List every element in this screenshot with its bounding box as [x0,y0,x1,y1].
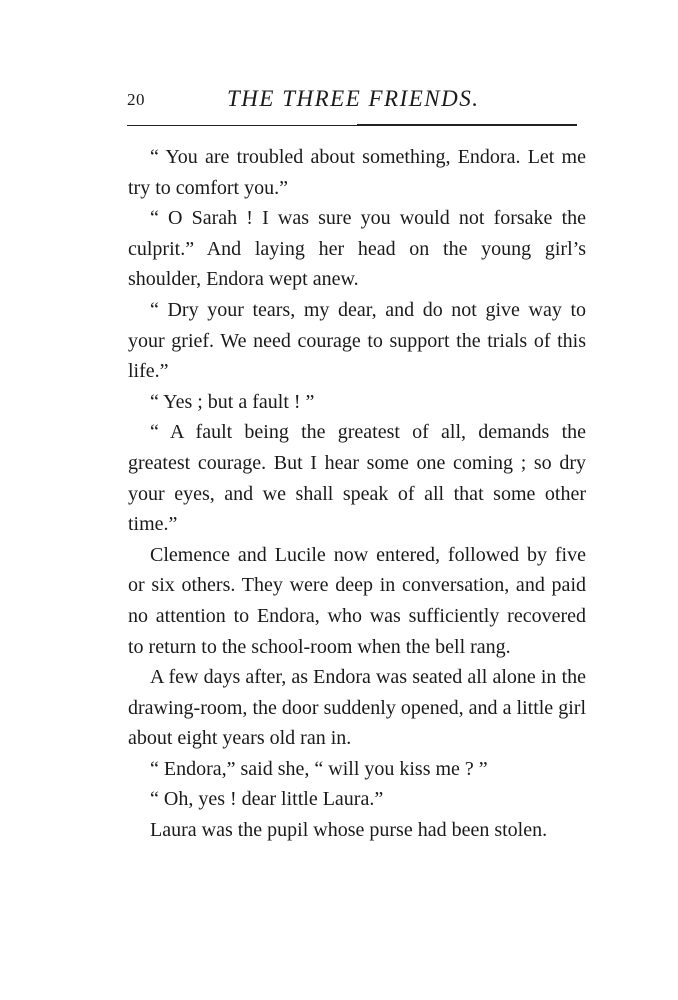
header-rule-bold [357,124,577,126]
paragraph: Clemence and Lucile now entered, followed by five or six others. They were deep in conversation, and paid no attention to Endora, who was sufficiently recovered to return to the school-room when the bell rang. [128,543,586,658]
running-title: THE THREE FRIENDS. [227,86,480,111]
paragraph: “ Oh, yes ! dear little Laura.” [150,788,384,811]
paragraph: “ Dry your tears, my dear, and do not give way to your grief. We need courage to support the trials of this life.” [128,298,586,383]
paragraph: “ A fault being the greatest of all, demands the greatest courage. But I hear some one coming ; so dry your eyes, and we shall speak of all that some other time.” [128,421,586,536]
body-text [128,142,586,846]
paragraph: “ Yes ; but a fault ! ” [150,390,315,413]
paragraph: A few days after, as Endora was seated all alone in the drawing-room, the door suddenly opened, and a little girl about eight years old ran in. [128,666,586,750]
page-number: 20 [127,90,145,109]
page-header [127,86,577,116]
paragraph: “ You are troubled about something, Endora. Let me try to comfort you.” [128,146,586,199]
paragraph: “ O Sarah ! I was sure you would not forsake the culprit.” And laying her head on the young girl’s shoulder, Endora wept anew. [128,207,586,291]
paragraph: “ Endora,” said she, “ will you kiss me ? ” [150,757,488,780]
paragraph: Laura was the pupil whose purse had been stolen. [150,819,548,842]
